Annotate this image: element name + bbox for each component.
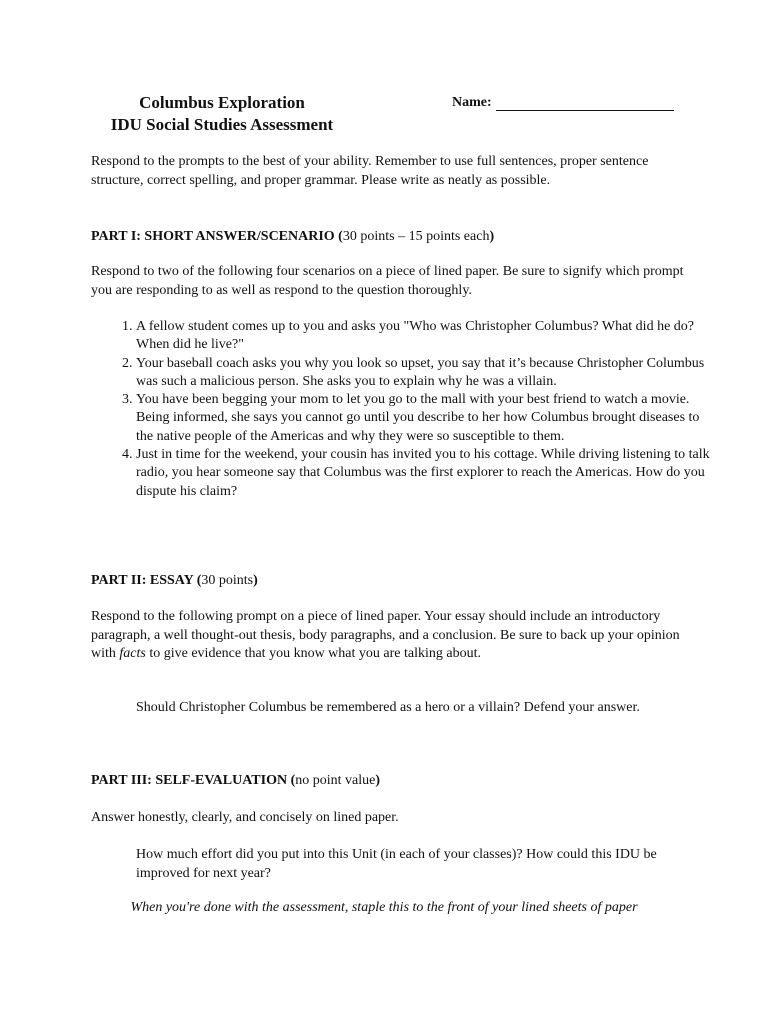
part2-heading-close: ) [253,573,258,588]
name-field [452,95,674,111]
list-item: 2. Your baseball coach asks you why you look so upset, you say that it’s because Christopher Columbus was such a malicious person. She asks you to explain why he was a villain. [136,355,716,392]
part2-heading-bold: PART II: ESSAY ( [91,573,202,588]
part2-points: 30 points [201,573,254,588]
part1-heading-close: ) [489,229,495,244]
part2-instructions-end: to give evidence that you know what you are talking about. [145,646,481,661]
scenario-list [91,318,716,501]
part1-heading-bold: PART I: SHORT ANSWER/SCENARIO ( [91,229,343,244]
part3-instructions: Answer honestly, clearly, and concisely on lined paper. [91,810,399,825]
part1-points: 30 points – 15 points each [342,229,490,244]
name-label: Name: [452,95,492,110]
title-line-2: IDU Social Studies Assessment [110,115,334,134]
part3-heading-close: ) [375,773,381,788]
intro-paragraph: Respond to the prompts to the best of your ability. Remember to use full sentences, proper sentence structure, correct spelling, and proper grammar. Please write as neatly as possible. [91,154,649,188]
part3-points: no point value [295,773,376,788]
footer-note: When you're done with the assessment, staple this to the front of your lined sheets of paper [130,900,638,915]
part1-instructions: Respond to two of the following four scenarios on a piece of lined paper. Be sure to signify which prompt you are responding to as well as respond to the question thoroughly. [91,264,684,298]
facts-emphasis: facts [119,646,146,661]
essay-prompt: Should Christopher Columbus be remembered as a hero or a villain? Defend your answer. [136,700,640,715]
part2-heading [91,572,258,590]
part1-heading [91,228,494,246]
list-item: 4. Just in time for the weekend, your cousin has invited you to his cottage. While driving listening to talk radio, you hear someone say that Columbus was the first explorer to reach the Americas. How do you dispute his claim? [136,446,716,501]
part3-heading [91,772,380,790]
document-title [96,92,348,136]
list-item: 1. A fellow student comes up to you and asks you "Who was Christopher Columbus? What did he do? When did he live?" [136,318,716,355]
part2-instructions-start: Respond to the following prompt on a piece of lined paper. Your essay should include an introductory paragraph, a well thought-out thesis, body paragraphs, and a conclusion. Be sure to back up your opinion with [91,609,680,661]
name-blank-line [496,96,674,111]
part3-heading-bold: PART III: SELF-EVALUATION ( [91,773,296,788]
part2-instructions [91,608,691,664]
list-item: 3. You have been begging your mom to let you go to the mall with your best friend to watch a movie. Being informed, she says you cannot go until you describe to her how Columbus brought diseases to the native people of the Americas and why they were so susceptible to them. [136,391,716,446]
title-line-1: Columbus Exploration [139,93,305,112]
self-evaluation-prompt: How much effort did you put into this Unit (in each of your classes)? How could this IDU be improved for next year? [136,847,657,881]
